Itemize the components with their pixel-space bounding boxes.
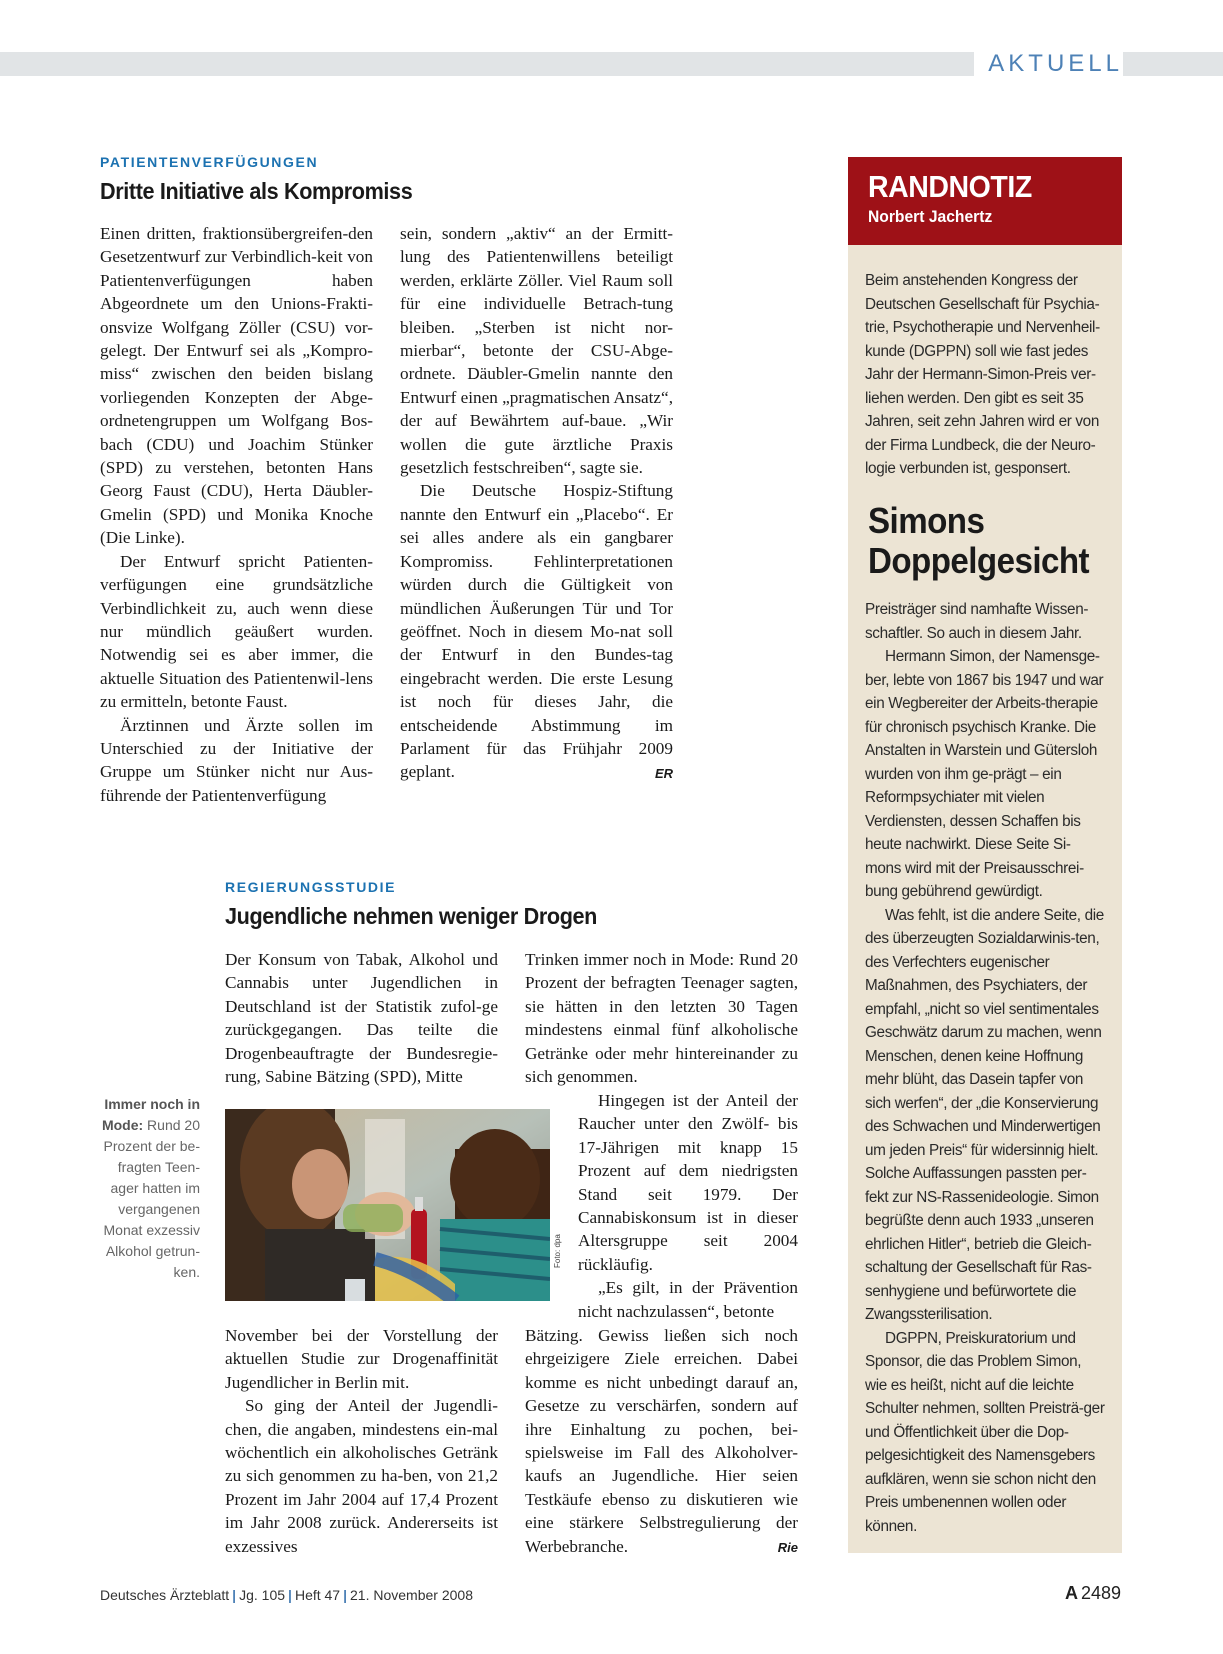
article2-paragraph: „Es gilt, in der Prävention nicht nachzulassen“, betonte	[578, 1278, 798, 1321]
sidebar-intro	[865, 269, 1105, 481]
sidebar-body	[865, 598, 1105, 1538]
article2-paragraph: Hingegen ist der Anteil der Raucher unter den Zwölf- bis 17-Jährigen mit knapp 15 Prozent auf dem niedrigsten Stand seit 1979. Der Cannabiskonsum ist in dieser Altersgruppe seit 2004 rückläufig.	[578, 1091, 798, 1274]
sidebar-paragraph: Hermann Simon, der Namensge-ber, lebte von 1867 bis 1947 und war ein Wegbereiter der Arbeits-therapie für chronisch psychisch Kranke. Die Anstalten in Warstein und Gütersloh wurden von ihm ge-prägt – ein Reformpsychiater mit vielen Verdiensten, dessen Schaffen bis heute nachwirkt. Diese Seite Si-mons wird mit der Preisausschrei-bung gebührend gewürdigt.	[865, 648, 1104, 900]
article2-column-1-bottom	[225, 1324, 498, 1558]
article1-paragraph: Ärztinnen und Ärzte sollen im Unterschied zu der Initiative der Gruppe um Stünker nicht nur Aus-führende der Patientenverfügung	[100, 715, 373, 805]
article2-column-2-top	[525, 948, 798, 1088]
article2-paragraph: November bei der Vorstellung der aktuellen Studie zur Drogenaffinität Jugendlicher in Berlin mit.	[225, 1326, 498, 1392]
article2-kicker: REGIERUNGSSTUDIE	[225, 879, 397, 895]
teenagers-drinking-photo	[225, 1109, 550, 1301]
article2-column-2-bottom	[525, 1324, 798, 1559]
article2-paragraph: So ging der Anteil der Jugendli-chen, die angaben, mindestens ein-mal wöchentlich ein alkoholisches Getränk zu sich genommen zu ha-ben, von 21,2 Prozent im Jahr 2004 auf 17,4 Prozent im Jahr 2008 zurück. Andererseits ist exzessives	[225, 1396, 498, 1556]
article1-headline: Dritte Initiative als Kompromiss	[100, 178, 413, 204]
article1-paragraph: Die Deutsche Hospiz-Stiftung nannte den Entwurf ein „Placebo“. Er sei alles andere als ein gangbarer Kompromiss. Fehlinterpretationen würden durch die Gültigkeit von mündlichen Äußerungen Tür und Tor geöffnet. Noch in diesem Mo-nat soll der Entwurf in den Bundes-tag eingebracht werden. Die erste Lesung ist noch für dieses Jahr, die entscheidende Abstimmung im Parlament für das Frühjahr 2009 geplant.	[400, 481, 673, 782]
section-label: AKTUELL	[974, 48, 1123, 78]
article2-paragraph: Der Konsum von Tabak, Alkohol und Cannabis unter Jugendlichen in Deutschland ist der Statistik zufol-ge zurückgegangen. Das teilte die Drogenbeauftragte der Bundesregie-rung, Sabine Bätzing (SPD), Mitte	[225, 950, 498, 1087]
photo-illustration	[225, 1109, 550, 1301]
page-footer: Deutsches Ärzteblatt | Jg. 105 | Heft 47 | 21. November 2008	[100, 1587, 473, 1603]
article1-paragraph: sein, sondern „aktiv“ an der Ermitt-lung des Patientenwillens beteiligt werden, erklärte Zöller. Viel Raum soll für eine individuelle Betrach-tung bleiben. „Sterben ist nicht nor-mierbar“, betonte der CSU-Abge-ordnete. Däubler-Gmelin nannte den Entwurf einen „pragmatischen Ansatz“, der auf Bewährtem auf-baue. „Wir wollen die gute ärztliche Praxis gesetzlich festschreiben“, sagte sie.	[400, 224, 673, 478]
journal-name: Deutsches Ärzteblatt	[100, 1587, 230, 1603]
article1-paragraph: Einen dritten, fraktionsübergreifen-den Gesetzentwurf zur Verbindlich-keit von Patientenverfügungen haben Abgeordnete um den Unions-Frakti-onsvize Wolfgang Zöller (CSU) vor-gelegt. Der Entwurf sei als „Kompro-miss“ zwischen den beiden bislang vorliegenden Konzepten der Abge-ordnetengruppen um Wolfgang Bos-bach (CDU) und Joachim Stünker (SPD) zu verstehen, betonten Hans Georg Faust (CDU), Herta Däubler-Gmelin (SPD) und Monika Knoche (Die Linke).	[100, 224, 373, 548]
page-prefix: A	[1064, 1583, 1078, 1603]
issue-date: 21. November 2008	[350, 1587, 473, 1603]
photo-credit: Foto: dpa	[553, 1234, 562, 1268]
caption-lead: Immer noch in Mode:	[101, 1096, 200, 1133]
volume: Jg. 105	[239, 1587, 286, 1603]
sidebar-title: RANDNOTIZ	[868, 169, 1032, 204]
page-number-value: 2489	[1080, 1583, 1121, 1603]
article1-column-2	[400, 222, 673, 785]
caption-text: Rund 20 Prozent der be-fragten Teen-ager hatten im vergangenen Monat exzessiv Alkohol getrun-ken.	[103, 1117, 200, 1280]
article2-column-2-narrow	[578, 1089, 798, 1323]
article2-headline: Jugendliche nehmen weniger Drogen	[225, 903, 598, 929]
sidebar-paragraph: Was fehlt, ist die andere Seite, die des überzeugten Sozialdarwinis-ten, des Verfechters eugenischer Maßnahmen, des Psychiaters, der empfahl, „nicht so viel sentimentales Geschwätz darum zu machen, wenn Menschen, denen keine Hoffnung mehr blüht, das Dasein tapfer von sich werfen“, der „die Konservierung des Schwachen und Minderwertigen um jeden Preis“ für widersinnig hielt. Solche Auffassungen passten per-fekt zur NS-Rassenideologie. Simon begrüßte denn auch 1933 „unseren ehrlichen Hitler“, betrieb die Gleich-schaltung der Gesellschaft für Ras-senhygiene und befürwortete die Zwangssterilisation.	[865, 906, 1104, 1323]
article2-column-1-top	[225, 948, 498, 1088]
page-number	[1065, 1583, 1121, 1604]
article1-kicker: PATIENTENVERFÜGUNGEN	[100, 154, 319, 170]
sidebar-paragraph: DGPPN, Preiskuratorium und Sponsor, die das Problem Simon, wie es heißt, nicht auf die leichte Schulter nehmen, sollten Preisträ-ger und Öffentlichkeit über die Dop-pelgesichtigkeit des Namensgebers aufklären, wenn sie schon nicht den Preis umbenennen wollen oder können.	[865, 1329, 1105, 1535]
photo-caption	[92, 1094, 200, 1283]
sidebar-paragraph: Beim anstehenden Kongress der Deutschen Gesellschaft für Psychia-trie, Psychotherapie und Nervenheil-kunde (DGPPN) soll wie fast jedes Jahr der Hermann-Simon-Preis ver-liehen werden. Den gibt es seit 35 Jahren, seit zehn Jahren wird er von der Firma Lundbeck, die der Neuro-logie verbunden ist, gesponsert.	[865, 272, 1100, 477]
sidebar-paragraph: Preisträger sind namhafte Wissen-schaftler. So auch in diesem Jahr.	[865, 601, 1089, 642]
issue: Heft 47	[294, 1587, 341, 1603]
sidebar-header	[848, 157, 1122, 245]
article2-paragraph: Trinken immer noch in Mode: Rund 20 Prozent der befragten Teenager sagten, sie hätten in den letzten 30 Tagen mindestens einmal fünf alkoholische Getränke oder mehr hintereinander zu sich genommen.	[525, 950, 798, 1087]
randnotiz-sidebar	[848, 157, 1122, 1553]
article2-signature: Rie	[777, 1540, 798, 1556]
sidebar-author: Norbert Jachertz	[868, 207, 993, 226]
article1-column-1	[100, 222, 373, 807]
sidebar-headline: Simons Doppelgesicht	[868, 500, 1090, 581]
article1-signature: ER	[654, 765, 673, 781]
article1-paragraph: Der Entwurf spricht Patienten-verfügungen eine grundsätzliche Verbindlichkeit zu, auch wenn diese nur mündlich geäußert wurden. Notwendig sei es aber immer, die aktuelle Situation des Patientenwil-lens zu ermitteln, betonte Faust.	[100, 551, 373, 712]
article2-paragraph: Bätzing. Gewiss ließen sich noch ehrgeizigere Ziele erreichen. Dabei komme es nicht unbedingt darauf an, Gesetze zu verschärfen, sondern auf ihre Einhaltung zu pochen, bei-spielsweise im Fall des Alkoholver-kaufs an Jugendliche. Hier seien Testkäufe ebenso zu diskutieren wie eine stärkere Selbstregulierung der Werbebranche.	[525, 1326, 798, 1556]
